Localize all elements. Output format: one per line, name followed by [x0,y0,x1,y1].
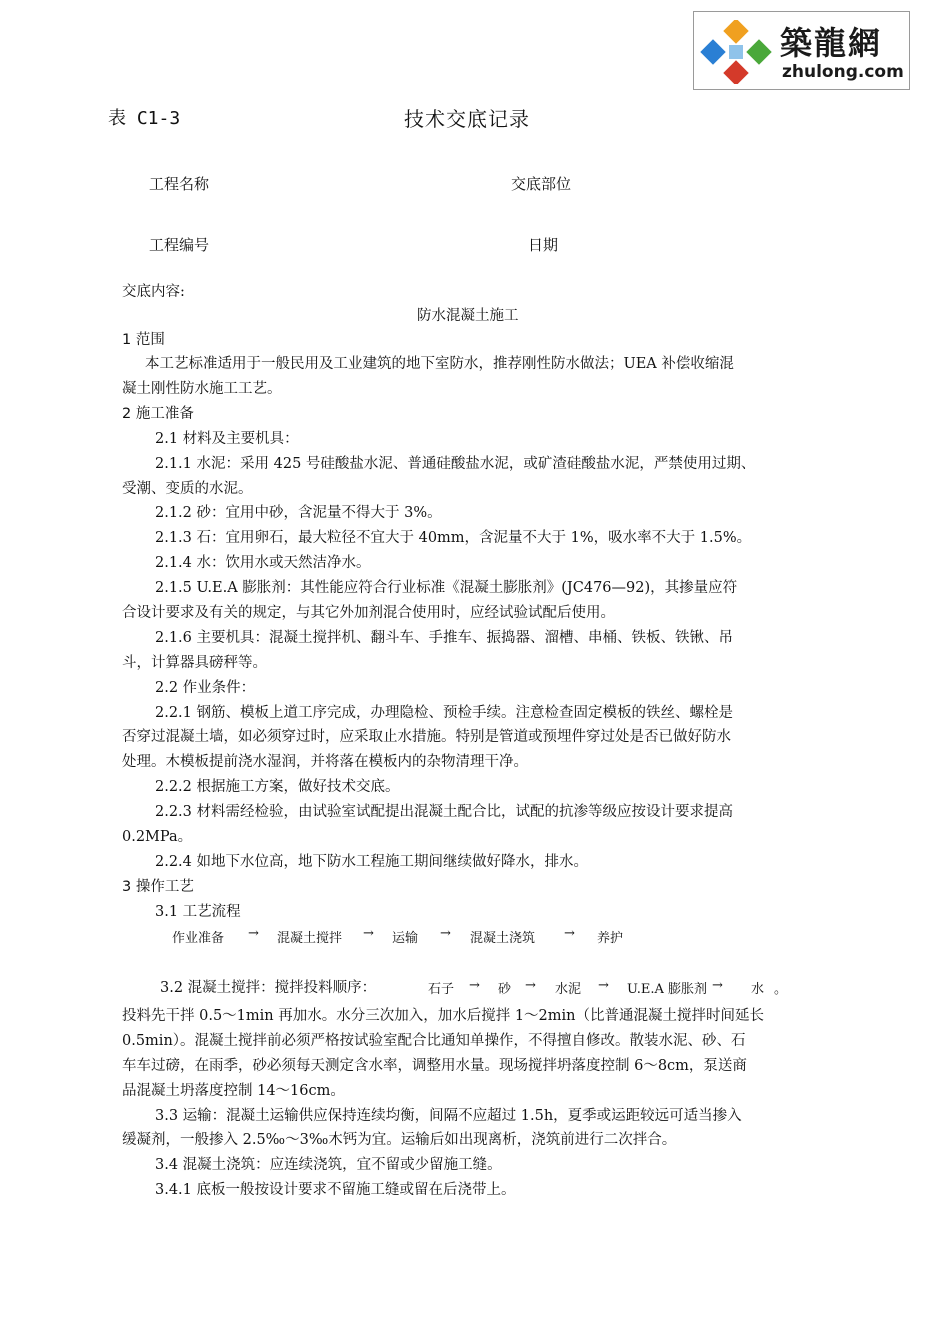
paragraph-line: 0.2MPa。 [122,829,193,845]
mix-arrow: → [469,978,480,993]
flow-step: 作业准备 [172,931,225,946]
paragraph-line: 2.1.1 水泥：采用 425 号硅酸盐水泥、普通硅酸盐水泥，或矿渣硅酸盐水泥，严禁使用过期、 [155,456,756,472]
paragraph-line: 投料先干拌 0.5～1min 再加水。水分三次加入，加水后搅拌 1～2min（比普通混凝土搅拌时间延长 [122,1008,765,1024]
paragraph-line: 0.5min）。混凝土搅拌前必须严格按试验室配合比通知单操作，不得擅自修改。散装水泥、砂、石 [122,1033,746,1049]
flow-arrow: → [440,926,451,941]
paragraph-line: 斗，计算器具磅秤等。 [122,655,267,671]
mix-step: 石子 [428,982,455,997]
flow-arrow: → [363,926,374,941]
mix-step: 水泥 [555,982,582,997]
flow-step: 混凝土浇筑 [470,931,536,946]
document-title: 防水混凝土施工 [417,308,519,324]
section-heading: 1 范围 [122,332,165,348]
section-heading: 3 操作工艺 [122,879,194,895]
logo-chinese-text: 築龍網 [780,24,883,62]
paragraph-line: 3.4 混凝土浇筑：应连续浇筑，宜不留或少留施工缝。 [155,1157,502,1173]
section-heading: 2 施工准备 [122,406,194,422]
paragraph-line: 2.1.2 砂：宜用中砂，含泥量不得大于 3%。 [155,505,442,521]
paragraph-line: 2.2 作业条件： [155,680,256,696]
paragraph-line: 2.1.6 主要机具：混凝土搅拌机、翻斗车、手推车、振捣器、溜槽、串桶、铁板、铁锹、吊 [155,630,733,646]
paragraph-line: 2.1 材料及主要机具： [155,431,299,447]
mix-step: 砂 [498,982,512,997]
paragraph-line: 品混凝土坍落度控制 14～16cm。 [122,1083,345,1099]
paragraph-line: 2.1.5 U.E.A 膨胀剂：其性能应符合行业标准《混凝土膨胀剂》(JC476—92)，其掺量应符 [155,580,738,596]
mix-arrow: → [525,978,536,993]
paragraph-line: 处理。木模板提前浇水湿润，并将落在模板内的杂物清理干净。 [122,754,528,770]
flow-arrow: → [564,926,575,941]
field-project-no: 工程编号 [149,236,210,254]
paragraph-line: 3.4.1 底板一般按设计要求不留施工缝或留在后浇带上。 [155,1182,516,1198]
paragraph-line: 2.2.1 钢筋、模板上道工序完成，办理隐检、预检手续。注意检查固定模板的铁丝、螺栓是 [155,705,733,721]
paragraph-line: 缓凝剂，一般掺入 2.5‰～3‰木钙为宜。运输后如出现离析，浇筑前进行二次拌合。 [122,1132,677,1148]
page-title: 技术交底记录 [404,107,530,131]
mix-arrow: → [598,978,609,993]
paragraph-line: 2.1.3 石：宜用卵石，最大粒径不宜大于 40mm，含泥量不大于 1%，吸水率不大于 1.5%。 [155,530,752,546]
paragraph-line: 受潮、变质的水泥。 [122,481,253,497]
mix-arrow: → [712,978,723,993]
paragraph-line: 3.1 工艺流程 [155,904,241,920]
mix-step: 水 [751,982,765,997]
field-project-name: 工程名称 [149,175,210,193]
flow-step: 运输 [392,931,419,946]
paragraph-line: 车车过磅，在雨季，砂必须每天测定含水率，调整用水量。现场搅拌坍落度控制 6～8cm，泵送商 [122,1058,747,1074]
paragraph-line: 本工艺标准适用于一般民用及工业建筑的地下室防水，推荐刚性防水做法；UEA 补偿收缩混 [145,356,734,372]
field-date: 日期 [528,236,559,254]
zhulong-logo [693,11,910,90]
form-number: 表 C1-3 [108,108,181,129]
paragraph-line: 3.3 运输：混凝土运输供应保持连续均衡，间隔不应超过 1.5h，夏季或运距较远可适当掺入 [155,1108,742,1124]
paragraph-line: 2.1.4 水：饮用水或天然洁净水。 [155,555,371,571]
paragraph-line: 2.2.2 根据施工方案，做好技术交底。 [155,779,400,795]
paragraph-line: 否穿过混凝土墙，如必须穿过时，应采取止水措施。特别是管道或预埋件穿过处是否已做好防水 [122,729,731,745]
mixing-lead: 3.2 混凝土搅拌：搅拌投料顺序： [160,980,377,996]
mix-end: 。 [774,982,788,997]
paragraph-line: 合设计要求及有关的规定，与其它外加剂混合使用时，应经试验试配后使用。 [122,605,615,621]
paragraph-line: 2.2.4 如地下水位高，地下防水工程施工期间继续做好降水，排水。 [155,854,589,870]
flow-arrow: → [248,926,259,941]
pinwheel-logo-icon [700,20,772,84]
field-location: 交底部位 [511,175,572,193]
flow-step: 混凝土搅拌 [277,931,343,946]
content-label: 交底内容: [122,284,185,300]
flow-step: 养护 [597,931,624,946]
logo-english-text: zhulong.com [782,62,904,82]
paragraph-line: 凝土刚性防水施工工艺。 [122,381,282,397]
paragraph-line: 2.2.3 材料需经检验，由试验室试配提出混凝土配合比，试配的抗渗等级应按设计要求提高 [155,804,733,820]
mix-step: U.E.A 膨胀剂 [627,982,708,997]
